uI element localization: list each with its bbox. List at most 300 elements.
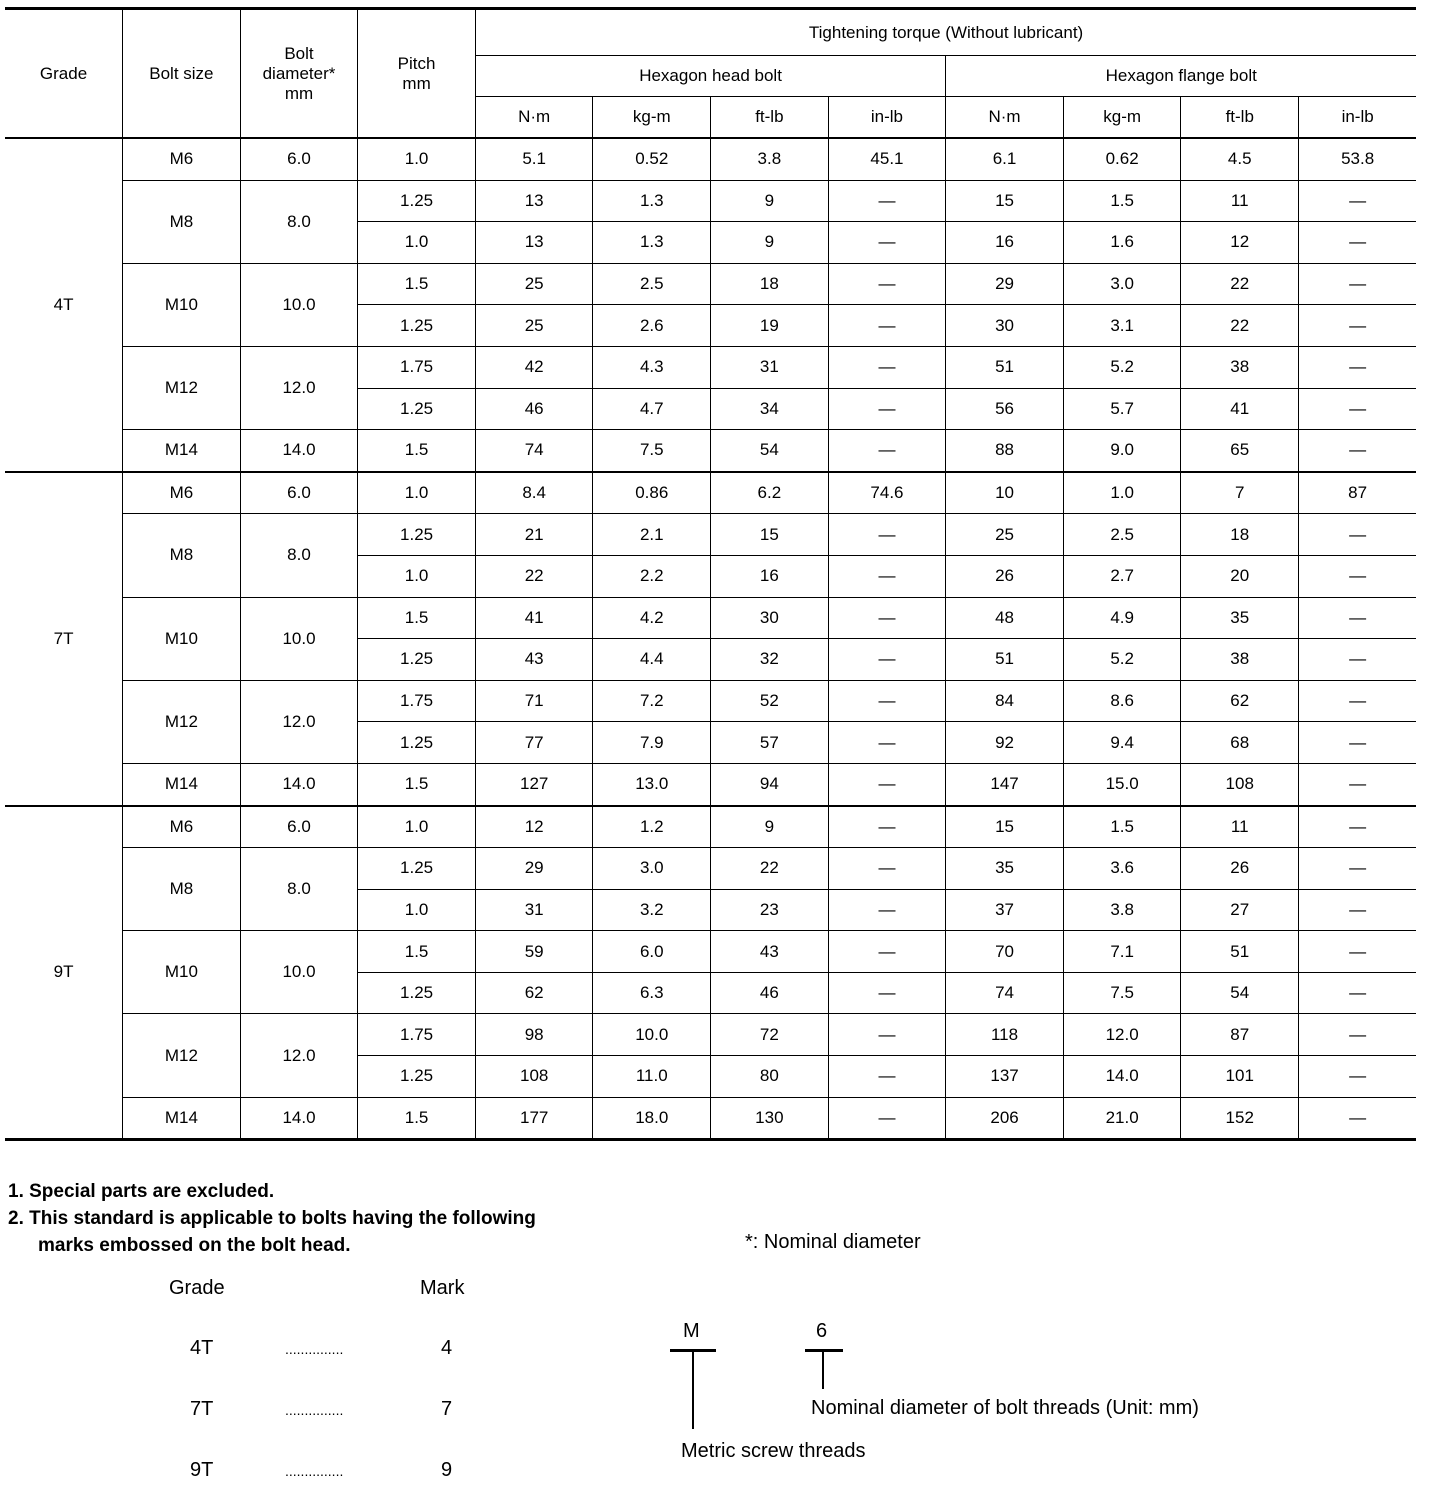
pitch-cell: 1.25 (358, 1056, 476, 1098)
torque-cell: — (828, 263, 946, 305)
marks-mark: 7 (441, 1398, 453, 1420)
bolt-size-cell: M8 (123, 514, 241, 597)
torque-cell: 1.2 (593, 806, 711, 848)
bolt-size-cell: M8 (123, 180, 241, 263)
torque-cell: 1.3 (593, 180, 711, 222)
pitch-cell: 1.5 (358, 597, 476, 639)
marks-mark-header: Mark (420, 1277, 465, 1299)
table-row (5, 514, 1416, 556)
torque-cell: 7 (1181, 472, 1299, 514)
torque-cell: — (828, 597, 946, 639)
torque-cell: 68 (1181, 722, 1299, 764)
torque-cell: 127 (475, 763, 593, 805)
pitch-cell: 1.25 (358, 848, 476, 890)
header-grade: Grade (5, 9, 123, 139)
notes (8, 1178, 536, 1259)
torque-cell: 11 (1181, 180, 1299, 222)
torque-cell: 15 (711, 514, 829, 556)
torque-cell: 4.2 (593, 597, 711, 639)
diagram-metric-label: Metric screw threads (681, 1440, 866, 1462)
marks-mark: 4 (441, 1337, 453, 1359)
marks-dots: ............... (285, 1341, 344, 1357)
torque-cell: 34 (711, 388, 829, 430)
torque-cell: — (1299, 1097, 1417, 1140)
pitch-cell: 1.0 (358, 138, 476, 180)
torque-cell: 13 (475, 180, 593, 222)
bolt-diameter-cell: 12.0 (240, 346, 358, 429)
bolt-diameter-cell: 6.0 (240, 138, 358, 180)
pitch-cell: 1.5 (358, 430, 476, 472)
bolt-size-cell: M6 (123, 806, 241, 848)
torque-cell: 9 (711, 222, 829, 264)
table-row (5, 848, 1416, 890)
table-row (5, 346, 1416, 388)
torque-cell: 7.2 (593, 680, 711, 722)
torque-cell: 4.7 (593, 388, 711, 430)
torque-cell: 88 (946, 430, 1064, 472)
marks-dots: ............... (285, 1402, 344, 1418)
torque-cell: 25 (475, 263, 593, 305)
bolt-diameter-cell: 10.0 (240, 597, 358, 680)
torque-cell: 11.0 (593, 1056, 711, 1098)
torque-cell: — (1299, 305, 1417, 347)
torque-cell: 25 (946, 514, 1064, 556)
torque-cell: 3.2 (593, 889, 711, 931)
torque-cell: — (1299, 763, 1417, 805)
torque-cell: — (1299, 639, 1417, 681)
pitch-cell: 1.75 (358, 346, 476, 388)
bolt-diameter-cell: 6.0 (240, 472, 358, 514)
torque-cell: 26 (946, 555, 1064, 597)
torque-cell: 1.5 (1063, 806, 1181, 848)
header-unit: kg-m (1063, 97, 1181, 139)
torque-cell: 13.0 (593, 763, 711, 805)
torque-cell: 43 (711, 931, 829, 973)
pitch-cell: 1.75 (358, 1014, 476, 1056)
table-row (5, 1097, 1416, 1140)
header-unit: ft-lb (1181, 97, 1299, 139)
torque-cell: 5.7 (1063, 388, 1181, 430)
pitch-cell: 1.0 (358, 222, 476, 264)
bolt-size-cell: M10 (123, 263, 241, 346)
torque-cell: — (1299, 848, 1417, 890)
torque-cell: — (828, 639, 946, 681)
torque-cell: 23 (711, 889, 829, 931)
table-row (5, 680, 1416, 722)
torque-cell: 27 (1181, 889, 1299, 931)
pitch-cell: 1.5 (358, 931, 476, 973)
torque-cell: 9 (711, 806, 829, 848)
torque-cell: 71 (475, 680, 593, 722)
header-hex-flange-bolt: Hexagon flange bolt (946, 56, 1416, 97)
torque-cell: 2.6 (593, 305, 711, 347)
torque-cell: 98 (475, 1014, 593, 1056)
torque-cell: 2.5 (1063, 514, 1181, 556)
torque-cell: 137 (946, 1056, 1064, 1098)
torque-cell: 51 (946, 639, 1064, 681)
marks-mark: 9 (441, 1459, 453, 1481)
header-torque: Tightening torque (Without lubricant) (475, 9, 1416, 56)
torque-cell: 6.2 (711, 472, 829, 514)
table-row (5, 931, 1416, 973)
torque-cell: 4.3 (593, 346, 711, 388)
torque-cell: 32 (711, 639, 829, 681)
torque-cell: 3.0 (593, 848, 711, 890)
torque-cell: 0.86 (593, 472, 711, 514)
nominal-diameter-footnote: *: Nominal diameter (745, 1231, 921, 1253)
torque-cell: 65 (1181, 430, 1299, 472)
torque-cell: 46 (711, 972, 829, 1014)
note-2: 2. This standard is applicable to bolts having the following (8, 1208, 536, 1229)
torque-cell: — (828, 806, 946, 848)
torque-cell: 3.6 (1063, 848, 1181, 890)
torque-cell: 51 (946, 346, 1064, 388)
torque-cell: 92 (946, 722, 1064, 764)
torque-cell: — (828, 346, 946, 388)
torque-cell: 7.5 (1063, 972, 1181, 1014)
torque-cell: 3.1 (1063, 305, 1181, 347)
bolt-size-cell: M10 (123, 931, 241, 1014)
torque-cell: — (828, 555, 946, 597)
torque-cell: 4.4 (593, 639, 711, 681)
torque-cell: 0.62 (1063, 138, 1181, 180)
torque-cell: 26 (1181, 848, 1299, 890)
torque-cell: — (828, 180, 946, 222)
torque-cell: 74.6 (828, 472, 946, 514)
torque-cell: 74 (946, 972, 1064, 1014)
torque-cell: 130 (711, 1097, 829, 1140)
torque-cell: 22 (711, 848, 829, 890)
torque-cell: 53.8 (1299, 138, 1417, 180)
header-pitch: Pitch mm (358, 9, 476, 139)
torque-cell: 46 (475, 388, 593, 430)
torque-cell: 4.5 (1181, 138, 1299, 180)
header-bolt-diameter: Bolt diameter* mm (240, 9, 358, 139)
marks-grade: 4T (190, 1337, 214, 1359)
diagram-digit-6: 6 (816, 1320, 828, 1342)
torque-cell: — (1299, 889, 1417, 931)
torque-cell: 72 (711, 1014, 829, 1056)
torque-cell: — (1299, 722, 1417, 764)
torque-cell: 19 (711, 305, 829, 347)
torque-cell: 22 (475, 555, 593, 597)
torque-cell: — (1299, 931, 1417, 973)
pitch-cell: 1.5 (358, 1097, 476, 1140)
torque-cell: 7.9 (593, 722, 711, 764)
torque-cell: 38 (1181, 346, 1299, 388)
marks-grade: 7T (190, 1398, 214, 1420)
torque-cell: 4.9 (1063, 597, 1181, 639)
table-row (5, 597, 1416, 639)
torque-cell: 87 (1181, 1014, 1299, 1056)
torque-cell: 42 (475, 346, 593, 388)
torque-cell: 5.2 (1063, 346, 1181, 388)
torque-cell: 15 (946, 806, 1064, 848)
torque-cell: 6.3 (593, 972, 711, 1014)
torque-cell: 57 (711, 722, 829, 764)
torque-cell: 0.52 (593, 138, 711, 180)
pitch-cell: 1.0 (358, 555, 476, 597)
torque-cell: 70 (946, 931, 1064, 973)
diagram-bar-6 (805, 1349, 843, 1352)
torque-cell: — (1299, 388, 1417, 430)
table-row (5, 806, 1416, 848)
torque-cell: 87 (1299, 472, 1417, 514)
torque-cell: 206 (946, 1097, 1064, 1140)
note-1: 1. Special parts are excluded. (8, 1181, 275, 1202)
pitch-cell: 1.0 (358, 472, 476, 514)
bolt-size-cell: M10 (123, 597, 241, 680)
pitch-cell: 1.25 (358, 639, 476, 681)
torque-cell: — (828, 848, 946, 890)
table-row (5, 180, 1416, 222)
grade-cell: 4T (5, 138, 123, 472)
table-row (5, 1014, 1416, 1056)
torque-cell: 22 (1181, 263, 1299, 305)
torque-cell: — (828, 889, 946, 931)
torque-cell: 2.5 (593, 263, 711, 305)
table-row (5, 430, 1416, 472)
torque-cell: — (1299, 806, 1417, 848)
header-unit: N·m (946, 97, 1064, 139)
torque-cell: 18 (711, 263, 829, 305)
header-hex-head-bolt: Hexagon head bolt (475, 56, 945, 97)
torque-cell: — (1299, 263, 1417, 305)
torque-cell: 35 (1181, 597, 1299, 639)
torque-cell: 108 (475, 1056, 593, 1098)
header-bolt-size: Bolt size (123, 9, 241, 139)
torque-cell: 12 (1181, 222, 1299, 264)
torque-cell: 147 (946, 763, 1064, 805)
torque-cell: 5.1 (475, 138, 593, 180)
diagram-leader-m (692, 1349, 694, 1429)
marks-grade-header: Grade (169, 1277, 225, 1299)
torque-cell: — (1299, 972, 1417, 1014)
torque-cell: — (1299, 1014, 1417, 1056)
torque-cell: 9 (711, 180, 829, 222)
bolt-diameter-cell: 14.0 (240, 763, 358, 805)
torque-cell: 31 (475, 889, 593, 931)
table-row (5, 763, 1416, 805)
torque-cell: 3.8 (711, 138, 829, 180)
pitch-cell: 1.0 (358, 806, 476, 848)
bolt-diameter-cell: 12.0 (240, 1014, 358, 1097)
torque-cell: 10 (946, 472, 1064, 514)
header-unit: kg-m (593, 97, 711, 139)
torque-cell: 12 (475, 806, 593, 848)
pitch-cell: 1.75 (358, 680, 476, 722)
torque-cell: 7.1 (1063, 931, 1181, 973)
torque-cell: 62 (475, 972, 593, 1014)
torque-cell: 25 (475, 305, 593, 347)
note-2-continued: marks embossed on the bolt head. (38, 1235, 351, 1256)
torque-cell: 77 (475, 722, 593, 764)
table-row (5, 138, 1416, 180)
torque-cell: 8.6 (1063, 680, 1181, 722)
torque-cell: 15.0 (1063, 763, 1181, 805)
torque-cell: — (828, 305, 946, 347)
torque-cell: 15 (946, 180, 1064, 222)
torque-cell: 6.1 (946, 138, 1064, 180)
torque-cell: 20 (1181, 555, 1299, 597)
torque-cell: — (828, 1097, 946, 1140)
torque-cell: 45.1 (828, 138, 946, 180)
torque-cell: 2.7 (1063, 555, 1181, 597)
torque-cell: 12.0 (1063, 1014, 1181, 1056)
torque-table (5, 7, 1416, 1141)
torque-cell: 30 (711, 597, 829, 639)
torque-cell: 108 (1181, 763, 1299, 805)
torque-cell: — (828, 1056, 946, 1098)
torque-cell: — (1299, 555, 1417, 597)
torque-cell: 62 (1181, 680, 1299, 722)
torque-cell: 2.2 (593, 555, 711, 597)
bolt-size-cell: M14 (123, 430, 241, 472)
torque-cell: 1.6 (1063, 222, 1181, 264)
grade-cell: 9T (5, 806, 123, 1140)
bolt-diameter-cell: 8.0 (240, 514, 358, 597)
header-unit: in-lb (1299, 97, 1417, 139)
torque-cell: — (1299, 346, 1417, 388)
bolt-diameter-cell: 14.0 (240, 430, 358, 472)
pitch-cell: 1.25 (358, 972, 476, 1014)
torque-cell: — (828, 514, 946, 556)
torque-cell: — (1299, 180, 1417, 222)
marks-grade: 9T (190, 1459, 214, 1481)
torque-cell: 9.4 (1063, 722, 1181, 764)
torque-cell: 56 (946, 388, 1064, 430)
torque-cell: 1.0 (1063, 472, 1181, 514)
bolt-diameter-cell: 8.0 (240, 848, 358, 931)
torque-cell: 22 (1181, 305, 1299, 347)
bolt-size-cell: M6 (123, 472, 241, 514)
torque-cell: 5.2 (1063, 639, 1181, 681)
header-unit: ft-lb (711, 97, 829, 139)
torque-cell: — (828, 388, 946, 430)
torque-cell: 9.0 (1063, 430, 1181, 472)
bolt-diameter-cell: 6.0 (240, 806, 358, 848)
torque-cell: 6.0 (593, 931, 711, 973)
pitch-cell: 1.5 (358, 763, 476, 805)
torque-cell: 1.3 (593, 222, 711, 264)
torque-cell: — (1299, 222, 1417, 264)
bolt-size-cell: M12 (123, 1014, 241, 1097)
torque-cell: 43 (475, 639, 593, 681)
torque-cell: — (828, 680, 946, 722)
torque-cell: 30 (946, 305, 1064, 347)
torque-cell: 51 (1181, 931, 1299, 973)
bolt-size-cell: M14 (123, 763, 241, 805)
bolt-size-cell: M6 (123, 138, 241, 180)
bolt-diameter-cell: 14.0 (240, 1097, 358, 1140)
torque-cell: 13 (475, 222, 593, 264)
torque-cell: 7.5 (593, 430, 711, 472)
pitch-cell: 1.25 (358, 722, 476, 764)
torque-cell: 177 (475, 1097, 593, 1140)
torque-cell: — (1299, 680, 1417, 722)
pitch-cell: 1.25 (358, 388, 476, 430)
torque-cell: 52 (711, 680, 829, 722)
torque-cell: 41 (1181, 388, 1299, 430)
torque-cell: 118 (946, 1014, 1064, 1056)
torque-cell: 11 (1181, 806, 1299, 848)
torque-cell: 18.0 (593, 1097, 711, 1140)
torque-cell: 54 (711, 430, 829, 472)
torque-cell: 8.4 (475, 472, 593, 514)
torque-cell: — (828, 931, 946, 973)
torque-cell: 31 (711, 346, 829, 388)
bolt-size-cell: M12 (123, 346, 241, 429)
torque-cell: 3.8 (1063, 889, 1181, 931)
pitch-cell: 1.25 (358, 514, 476, 556)
grade-cell: 7T (5, 472, 123, 806)
torque-cell: 21.0 (1063, 1097, 1181, 1140)
torque-cell: 16 (946, 222, 1064, 264)
bolt-diameter-cell: 12.0 (240, 680, 358, 763)
torque-cell: 29 (475, 848, 593, 890)
torque-cell: 41 (475, 597, 593, 639)
table-row (5, 472, 1416, 514)
torque-cell: 59 (475, 931, 593, 973)
header-unit: N·m (475, 97, 593, 139)
torque-cell: — (828, 222, 946, 264)
torque-cell: — (1299, 597, 1417, 639)
torque-cell: 37 (946, 889, 1064, 931)
torque-cell: 94 (711, 763, 829, 805)
bolt-diameter-cell: 8.0 (240, 180, 358, 263)
bolt-size-cell: M8 (123, 848, 241, 931)
torque-cell: 84 (946, 680, 1064, 722)
torque-cell: 16 (711, 555, 829, 597)
pitch-cell: 1.0 (358, 889, 476, 931)
diagram-leader-6 (822, 1349, 824, 1389)
torque-cell: — (1299, 1056, 1417, 1098)
torque-cell: 101 (1181, 1056, 1299, 1098)
bolt-size-cell: M14 (123, 1097, 241, 1140)
pitch-cell: 1.25 (358, 180, 476, 222)
torque-cell: 29 (946, 263, 1064, 305)
diagram-letter-m: M (683, 1320, 700, 1342)
table-row (5, 263, 1416, 305)
pitch-cell: 1.5 (358, 263, 476, 305)
bolt-size-cell: M12 (123, 680, 241, 763)
torque-cell: 18 (1181, 514, 1299, 556)
torque-cell: — (828, 430, 946, 472)
bolt-diameter-cell: 10.0 (240, 263, 358, 346)
torque-cell: 48 (946, 597, 1064, 639)
bolt-diameter-cell: 10.0 (240, 931, 358, 1014)
diagram-nominal-label: Nominal diameter of bolt threads (Unit: mm) (811, 1397, 1199, 1419)
torque-cell: 80 (711, 1056, 829, 1098)
torque-cell: — (1299, 430, 1417, 472)
torque-cell: 3.0 (1063, 263, 1181, 305)
marks-dots: ............... (285, 1463, 344, 1479)
torque-cell: — (828, 763, 946, 805)
torque-cell: 21 (475, 514, 593, 556)
torque-cell: 74 (475, 430, 593, 472)
torque-cell: — (828, 1014, 946, 1056)
torque-cell: — (1299, 514, 1417, 556)
torque-cell: 10.0 (593, 1014, 711, 1056)
torque-cell: — (828, 722, 946, 764)
pitch-cell: 1.25 (358, 305, 476, 347)
torque-cell: 2.1 (593, 514, 711, 556)
torque-cell: 54 (1181, 972, 1299, 1014)
torque-cell: 35 (946, 848, 1064, 890)
header-unit: in-lb (828, 97, 946, 139)
torque-cell: 38 (1181, 639, 1299, 681)
torque-cell: 152 (1181, 1097, 1299, 1140)
